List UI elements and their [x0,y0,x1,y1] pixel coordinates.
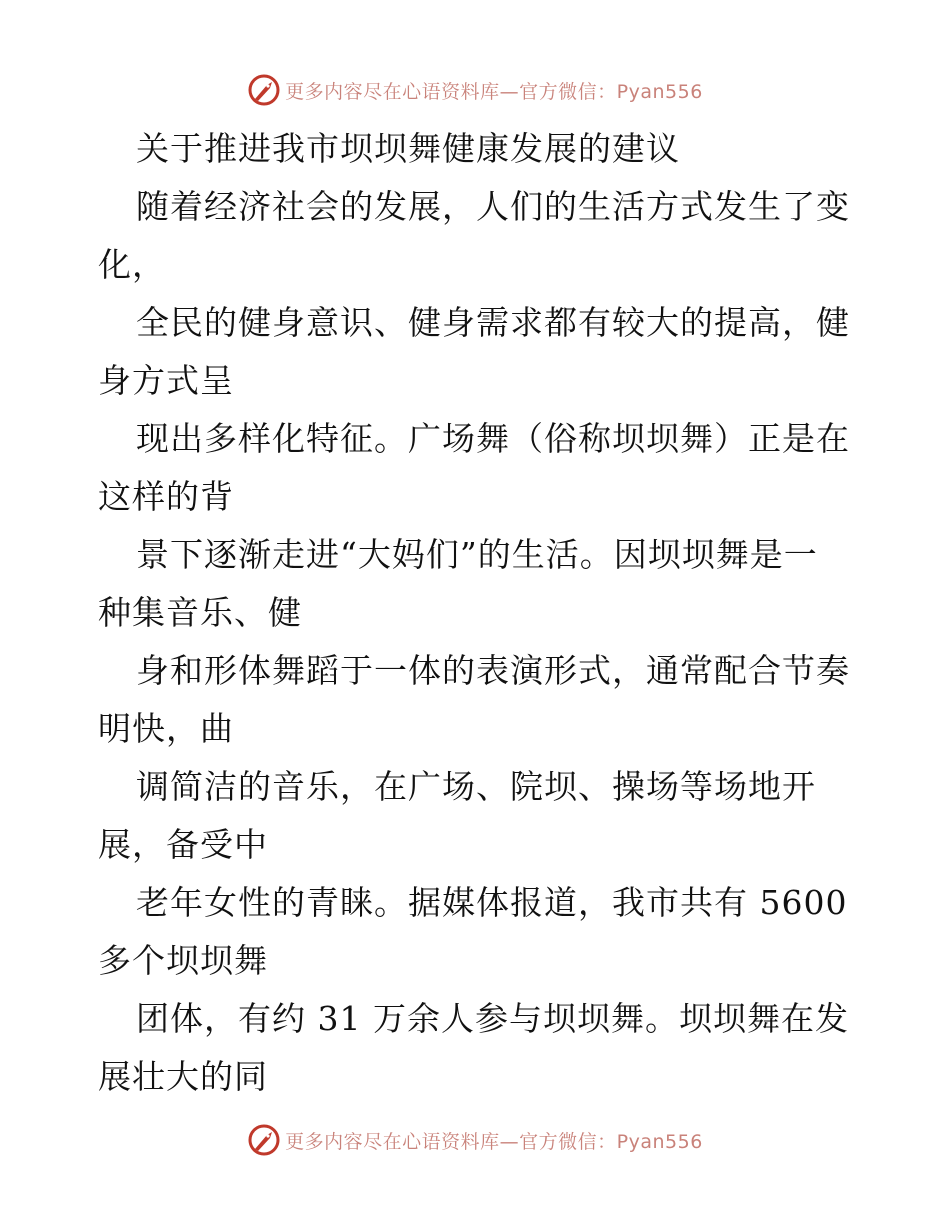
text-line: 现出多样化特征。广场舞（俗称坝坝舞）正是在 [136,419,850,458]
text-line: 种集音乐、健 [98,593,302,632]
text-line: 这样的背 [98,477,234,516]
text-line: 身方式呈 [98,361,234,400]
watermark-text: 更多内容尽在心语资料库—官方微信：Pyan556 [285,80,703,103]
pen-nib-circle-icon [247,1123,281,1157]
watermark-footer [0,1120,950,1160]
text-line: 展壮大的同 [98,1057,268,1096]
text-line: 团体，有约 31 万余人参与坝坝舞。坝坝舞在发 [136,999,849,1038]
text-line: 调简洁的音乐，在广场、院坝、操场等场地开 [136,767,816,806]
document-title: 关于推进我市坝坝舞健康发展的建议 [136,129,680,168]
text-line: 随着经济社会的发展，人们的生活方式发生了变 [136,187,850,226]
text-line: 全民的健身意识、健身需求都有较大的提高，健 [136,303,850,342]
text-line: 展，备受中 [98,825,268,864]
text-line: 景下逐渐走进“大妈们”的生活。因坝坝舞是一 [136,535,818,574]
text-line: 化， [98,245,166,284]
text-line: 身和形体舞蹈于一体的表演形式，通常配合节奏 [136,651,850,690]
text-line: 多个坝坝舞 [98,941,268,980]
watermark-text: 更多内容尽在心语资料库—官方微信：Pyan556 [285,1130,703,1153]
watermark-header [0,70,950,110]
document-body [98,120,858,1106]
text-line: 老年女性的青睐。据媒体报道，我市共有 5600 [136,883,848,922]
pen-nib-circle-icon [247,73,281,107]
text-line: 明快，曲 [98,709,234,748]
